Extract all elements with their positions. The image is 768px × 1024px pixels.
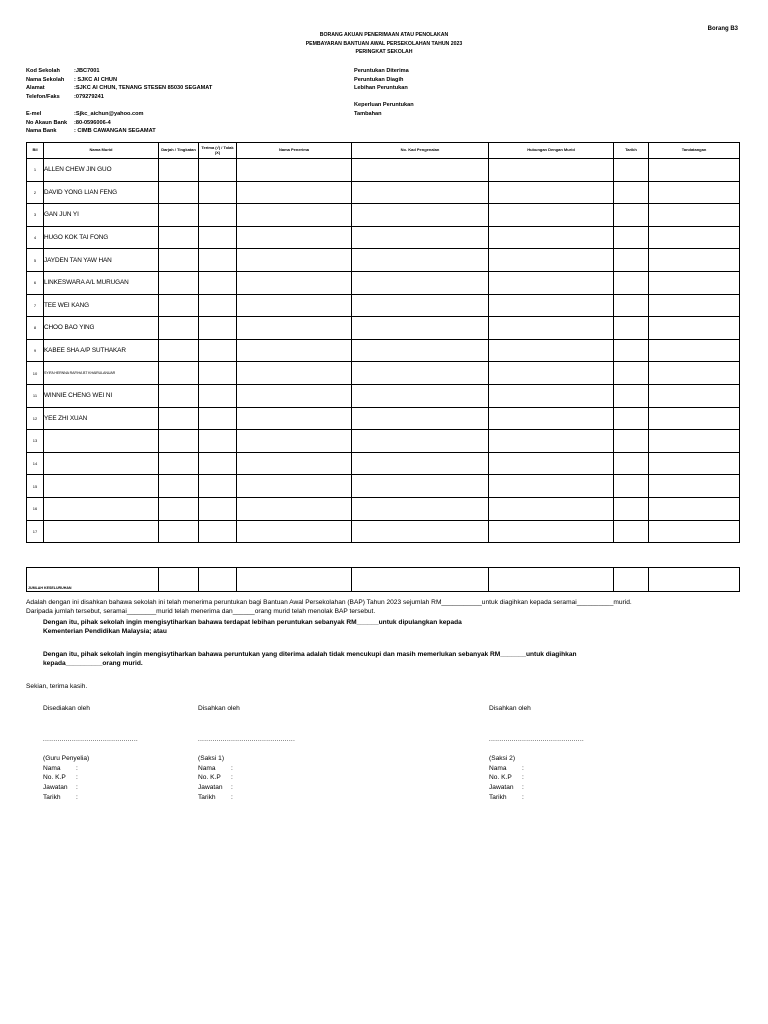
field-kp-label: No. K.P bbox=[489, 774, 512, 782]
tarikh-cell[interactable] bbox=[614, 181, 649, 204]
signature-block-saksi-2 bbox=[489, 704, 584, 802]
field-kp-label: No. K.P bbox=[43, 774, 66, 782]
nama-penerima-cell[interactable] bbox=[237, 475, 352, 498]
allocation-need: Keperluan Peruntukan bbox=[354, 102, 414, 108]
no-kp-cell[interactable] bbox=[352, 181, 489, 204]
darjah-cell[interactable] bbox=[159, 181, 199, 204]
student-name-cell: CHOO BAO YING bbox=[44, 317, 159, 340]
hubungan-cell[interactable] bbox=[489, 181, 614, 204]
table-row bbox=[27, 430, 740, 453]
field-colon: : bbox=[231, 764, 233, 772]
no-kp-cell[interactable] bbox=[352, 226, 489, 249]
darjah-cell[interactable] bbox=[159, 271, 199, 294]
student-table bbox=[26, 142, 740, 543]
nama-penerima-cell[interactable] bbox=[237, 204, 352, 227]
student-name-cell: KABEE SHA A/P SUTHAKAR bbox=[44, 339, 159, 362]
field-jawatan-label: Jawatan bbox=[43, 783, 68, 791]
hubungan-cell[interactable] bbox=[489, 452, 614, 475]
row-number: 13 bbox=[27, 430, 44, 453]
hubungan-cell[interactable] bbox=[489, 384, 614, 407]
no-kp-cell[interactable] bbox=[352, 317, 489, 340]
form-title bbox=[0, 31, 768, 57]
total-cell[interactable] bbox=[489, 568, 614, 592]
tarikh-cell[interactable] bbox=[614, 430, 649, 453]
tandatangan-cell[interactable] bbox=[649, 407, 740, 430]
tarikh-cell[interactable] bbox=[614, 520, 649, 543]
field-colon: : bbox=[522, 774, 524, 782]
no-kp-cell[interactable] bbox=[352, 204, 489, 227]
nama-penerima-cell[interactable] bbox=[237, 317, 352, 340]
no-kp-cell[interactable] bbox=[352, 475, 489, 498]
row-number: 11 bbox=[27, 384, 44, 407]
hubungan-cell[interactable] bbox=[489, 475, 614, 498]
terima-tolak-cell[interactable] bbox=[199, 452, 237, 475]
darjah-cell[interactable] bbox=[159, 249, 199, 272]
tarikh-cell[interactable] bbox=[614, 159, 649, 182]
terima-tolak-cell[interactable] bbox=[199, 407, 237, 430]
tandatangan-cell[interactable] bbox=[649, 181, 740, 204]
student-name-cell bbox=[44, 520, 159, 543]
tandatangan-cell[interactable] bbox=[649, 362, 740, 385]
bank-value: : CIMB CAWANGAN SEGAMAT bbox=[74, 128, 156, 134]
row-number: 16 bbox=[27, 497, 44, 520]
akaun-value: :80-0596006-4 bbox=[74, 119, 111, 126]
terima-tolak-cell[interactable] bbox=[199, 204, 237, 227]
nama-sekolah-value: : SJKC AI CHUN bbox=[74, 76, 117, 83]
shortfall-line-1: Dengan itu, pihak sekolah ingin mengisytiharkan bahawa peruntukan yang diterima adalah tidak mencukupi dan masih memerlukan sebanyak RM_______untuk diagihkan bbox=[43, 651, 577, 658]
tarikh-cell[interactable] bbox=[614, 271, 649, 294]
row-number: 2 bbox=[27, 181, 44, 204]
darjah-cell[interactable] bbox=[159, 317, 199, 340]
terima-tolak-cell[interactable] bbox=[199, 159, 237, 182]
nama-penerima-cell[interactable] bbox=[237, 226, 352, 249]
email-value: :Sjkc_aichun@yahoo.com bbox=[74, 111, 144, 117]
row-number: 14 bbox=[27, 452, 44, 475]
tarikh-cell[interactable] bbox=[614, 362, 649, 385]
header-no-kp: No. Kad Pengenalan bbox=[352, 143, 489, 159]
telefon-label: Telefon/Faks bbox=[26, 93, 60, 100]
field-colon: : bbox=[231, 793, 233, 801]
darjah-cell[interactable] bbox=[159, 159, 199, 182]
signature-block-saksi-1 bbox=[198, 704, 295, 802]
hubungan-cell[interactable] bbox=[489, 159, 614, 182]
darjah-cell[interactable] bbox=[159, 497, 199, 520]
no-kp-cell[interactable] bbox=[352, 159, 489, 182]
total-table bbox=[26, 567, 740, 592]
nama-penerima-cell[interactable] bbox=[237, 294, 352, 317]
tarikh-cell[interactable] bbox=[614, 317, 649, 340]
field-colon: : bbox=[231, 774, 233, 782]
terima-tolak-cell[interactable] bbox=[199, 520, 237, 543]
bank-label: Nama Bank bbox=[26, 128, 57, 134]
table-row bbox=[27, 226, 740, 249]
telefon-value: :079279241 bbox=[74, 93, 104, 100]
table-row bbox=[27, 497, 740, 520]
darjah-cell[interactable] bbox=[159, 204, 199, 227]
table-row bbox=[27, 204, 740, 227]
surplus-line-2: Kementerian Pendidikan Malaysia; atau bbox=[43, 628, 167, 635]
field-tarikh-label: Tarikh bbox=[198, 793, 216, 801]
hubungan-cell[interactable] bbox=[489, 362, 614, 385]
nama-penerima-cell[interactable] bbox=[237, 271, 352, 294]
declaration-paragraph bbox=[26, 598, 746, 616]
table-row bbox=[27, 181, 740, 204]
tarikh-cell[interactable] bbox=[614, 204, 649, 227]
signature-line[interactable]: .............................................. bbox=[489, 736, 585, 743]
row-number: 10 bbox=[27, 362, 44, 385]
table-row bbox=[27, 407, 740, 430]
no-kp-cell[interactable] bbox=[352, 294, 489, 317]
table-row bbox=[27, 475, 740, 498]
tandatangan-cell[interactable] bbox=[649, 475, 740, 498]
student-name-cell: JAYDEN TAN YAW HAN bbox=[44, 249, 159, 272]
kod-label: Kod Sekolah bbox=[26, 68, 60, 74]
tandatangan-cell[interactable] bbox=[649, 204, 740, 227]
darjah-cell[interactable] bbox=[159, 430, 199, 453]
field-colon: : bbox=[231, 783, 233, 791]
nama-penerima-cell[interactable] bbox=[237, 339, 352, 362]
field-colon: : bbox=[76, 764, 78, 772]
kod-value: :JBC7001 bbox=[74, 68, 100, 74]
field-nama-label: Nama bbox=[198, 764, 216, 772]
terima-tolak-cell[interactable] bbox=[199, 271, 237, 294]
form-code: Borang B3 bbox=[707, 26, 738, 32]
darjah-cell[interactable] bbox=[159, 226, 199, 249]
tarikh-cell[interactable] bbox=[614, 452, 649, 475]
row-number: 15 bbox=[27, 475, 44, 498]
declaration-line-2: Daripada jumlah tersebut, seramai________murid telah menerima dan______orang murid telah menolak BAP tersebut. bbox=[26, 608, 376, 615]
darjah-cell[interactable] bbox=[159, 294, 199, 317]
hubungan-cell[interactable] bbox=[489, 226, 614, 249]
nama-penerima-cell[interactable] bbox=[237, 362, 352, 385]
row-number: 9 bbox=[27, 339, 44, 362]
header-darjah: Darjah / Tingkatan bbox=[159, 143, 199, 159]
total-cell[interactable] bbox=[352, 568, 489, 592]
tandatangan-cell[interactable] bbox=[649, 452, 740, 475]
field-tarikh-label: Tarikh bbox=[489, 793, 507, 801]
student-name-cell: SYIFA HERNNA RAFIHA BT KHAIRULANUAR bbox=[44, 362, 159, 385]
nama-penerima-cell[interactable] bbox=[237, 384, 352, 407]
no-kp-cell[interactable] bbox=[352, 520, 489, 543]
tandatangan-cell[interactable] bbox=[649, 226, 740, 249]
student-name-cell bbox=[44, 430, 159, 453]
allocation-additional: Tambahan bbox=[354, 110, 382, 117]
tandatangan-cell[interactable] bbox=[649, 271, 740, 294]
student-name-cell: HUGO KOK TAI FONG bbox=[44, 226, 159, 249]
title-line-1: BORANG AKUAN PENERIMAAN ATAU PENOLAKAN bbox=[319, 32, 449, 38]
surplus-paragraph bbox=[43, 618, 723, 636]
field-tarikh-label: Tarikh bbox=[43, 793, 61, 801]
row-number: 4 bbox=[27, 226, 44, 249]
total-cell[interactable] bbox=[159, 568, 199, 592]
signature-line[interactable]: ............................................... bbox=[198, 736, 296, 743]
shortfall-line-2: kepada__________orang murid. bbox=[43, 660, 143, 667]
student-name-cell: TEE WEI KANG bbox=[44, 294, 159, 317]
email-label: E-mel bbox=[26, 111, 42, 117]
darjah-cell[interactable] bbox=[159, 339, 199, 362]
header-terima-tolak: Terima (√) / Tolak (X) bbox=[199, 143, 237, 159]
header-nama-murid: Nama Murid bbox=[44, 143, 159, 159]
field-colon: : bbox=[522, 793, 524, 801]
header-tandatangan: Tandatangan bbox=[649, 143, 740, 159]
tarikh-cell[interactable] bbox=[614, 384, 649, 407]
terima-tolak-cell[interactable] bbox=[199, 294, 237, 317]
total-row bbox=[27, 568, 740, 592]
surplus-line-1: Dengan itu, pihak sekolah ingin mengisytiharkan bahawa terdapat lebihan peruntukan sebanyak RM______untuk dipulangkan kepada bbox=[43, 619, 462, 626]
nama-penerima-cell[interactable] bbox=[237, 181, 352, 204]
field-nama-label: Nama bbox=[43, 764, 61, 772]
table-header-row bbox=[27, 143, 740, 159]
table-row bbox=[27, 452, 740, 475]
akaun-label: No Akaun Bank bbox=[26, 119, 68, 126]
student-name-cell bbox=[44, 452, 159, 475]
no-kp-cell[interactable] bbox=[352, 430, 489, 453]
row-number: 3 bbox=[27, 204, 44, 227]
nama-penerima-cell[interactable] bbox=[237, 249, 352, 272]
hubungan-cell[interactable] bbox=[489, 430, 614, 453]
terima-tolak-cell[interactable] bbox=[199, 339, 237, 362]
field-jawatan-label: Jawatan bbox=[489, 783, 514, 791]
total-cell[interactable] bbox=[649, 568, 740, 592]
darjah-cell[interactable] bbox=[159, 384, 199, 407]
allocation-received: Peruntukan Diterima bbox=[354, 68, 409, 74]
title-line-3: PERINGKAT SEKOLAH bbox=[355, 49, 413, 55]
tandatangan-cell[interactable] bbox=[649, 249, 740, 272]
shortfall-paragraph bbox=[43, 650, 723, 668]
field-colon: : bbox=[76, 793, 78, 801]
field-nama-label: Nama bbox=[489, 764, 507, 772]
terima-tolak-cell[interactable] bbox=[199, 181, 237, 204]
title-line-2: PEMBAYARAN BANTUAN AWAL PERSEKOLAHAN TAHUN 2023 bbox=[305, 40, 463, 47]
allocation-distributed: Peruntukan Diagih bbox=[354, 76, 404, 83]
hubungan-cell[interactable] bbox=[489, 339, 614, 362]
field-jawatan-label: Jawatan bbox=[198, 783, 223, 791]
field-kp-label: No. K.P bbox=[198, 774, 221, 782]
student-name-cell bbox=[44, 497, 159, 520]
terima-tolak-cell[interactable] bbox=[199, 249, 237, 272]
table-row bbox=[27, 339, 740, 362]
field-colon: : bbox=[76, 783, 78, 791]
no-kp-cell[interactable] bbox=[352, 339, 489, 362]
signature-header: Disahkan oleh bbox=[198, 705, 240, 712]
no-kp-cell[interactable] bbox=[352, 407, 489, 430]
no-kp-cell[interactable] bbox=[352, 384, 489, 407]
darjah-cell[interactable] bbox=[159, 407, 199, 430]
hubungan-cell[interactable] bbox=[489, 249, 614, 272]
student-name-cell: LINKESWARA A/L MURUGAN bbox=[44, 271, 159, 294]
tandatangan-cell[interactable] bbox=[649, 520, 740, 543]
tarikh-cell[interactable] bbox=[614, 407, 649, 430]
student-name-cell: YEE ZHI XUAN bbox=[44, 407, 159, 430]
row-number: 7 bbox=[27, 294, 44, 317]
header-bil: Bil bbox=[27, 143, 44, 159]
table-row bbox=[27, 362, 740, 385]
terima-tolak-cell[interactable] bbox=[199, 430, 237, 453]
total-cell[interactable] bbox=[614, 568, 649, 592]
darjah-cell[interactable] bbox=[159, 475, 199, 498]
darjah-cell[interactable] bbox=[159, 520, 199, 543]
row-number: 8 bbox=[27, 317, 44, 340]
signature-role: (Saksi 1) bbox=[198, 755, 225, 763]
no-kp-cell[interactable] bbox=[352, 497, 489, 520]
student-name-cell bbox=[44, 475, 159, 498]
tandatangan-cell[interactable] bbox=[649, 497, 740, 520]
terima-tolak-cell[interactable] bbox=[199, 362, 237, 385]
alamat-label: Alamat bbox=[26, 85, 45, 91]
school-info bbox=[26, 67, 212, 101]
header-tarikh: Tarikh bbox=[614, 143, 649, 159]
table-row bbox=[27, 384, 740, 407]
allocation-surplus: Lebihan Peruntukan bbox=[354, 85, 408, 91]
terima-tolak-cell[interactable] bbox=[199, 475, 237, 498]
terima-tolak-cell[interactable] bbox=[199, 384, 237, 407]
hubungan-cell[interactable] bbox=[489, 407, 614, 430]
tandatangan-cell[interactable] bbox=[649, 384, 740, 407]
no-kp-cell[interactable] bbox=[352, 452, 489, 475]
terima-tolak-cell[interactable] bbox=[199, 317, 237, 340]
tandatangan-cell[interactable] bbox=[649, 430, 740, 453]
tarikh-cell[interactable] bbox=[614, 249, 649, 272]
nama-penerima-cell[interactable] bbox=[237, 452, 352, 475]
tarikh-cell[interactable] bbox=[614, 226, 649, 249]
signature-header: Disediakan oleh bbox=[43, 705, 90, 712]
student-name-cell: ALLEN CHEW JIN GUO bbox=[44, 159, 159, 182]
student-name-cell: GAN JUN YI bbox=[44, 204, 159, 227]
terima-tolak-cell[interactable] bbox=[199, 497, 237, 520]
total-cell[interactable] bbox=[199, 568, 237, 592]
nama-penerima-cell[interactable] bbox=[237, 520, 352, 543]
nama-penerima-cell[interactable] bbox=[237, 159, 352, 182]
signature-line[interactable]: .............................................. bbox=[43, 736, 139, 743]
darjah-cell[interactable] bbox=[159, 452, 199, 475]
field-colon: : bbox=[76, 774, 78, 782]
table-row bbox=[27, 520, 740, 543]
tandatangan-cell[interactable] bbox=[649, 159, 740, 182]
table-row bbox=[27, 271, 740, 294]
table-body bbox=[27, 159, 740, 543]
tarikh-cell[interactable] bbox=[614, 497, 649, 520]
total-cell[interactable] bbox=[237, 568, 352, 592]
row-number: 5 bbox=[27, 249, 44, 272]
declaration-line-1: Adalah dengan ini disahkan bahawa sekolah ini telah menerima peruntukan bagi Bantuan Awal Persekolahan (BAP) Tahun 2023 sejumlah RM___________untuk diagihkan kepada seramai__________murid. bbox=[26, 599, 632, 606]
row-number: 12 bbox=[27, 407, 44, 430]
hubungan-cell[interactable] bbox=[489, 520, 614, 543]
nama-penerima-cell[interactable] bbox=[237, 497, 352, 520]
no-kp-cell[interactable] bbox=[352, 271, 489, 294]
tandatangan-cell[interactable] bbox=[649, 339, 740, 362]
table-row bbox=[27, 294, 740, 317]
hubungan-cell[interactable] bbox=[489, 271, 614, 294]
tarikh-cell[interactable] bbox=[614, 294, 649, 317]
tandatangan-cell[interactable] bbox=[649, 317, 740, 340]
darjah-cell[interactable] bbox=[159, 362, 199, 385]
terima-tolak-cell[interactable] bbox=[199, 226, 237, 249]
signature-role: (Guru Penyelia) bbox=[43, 755, 90, 763]
signature-role: (Saksi 2) bbox=[489, 755, 516, 763]
tarikh-cell[interactable] bbox=[614, 475, 649, 498]
signature-header: Disahkan oleh bbox=[489, 705, 531, 712]
no-kp-cell[interactable] bbox=[352, 249, 489, 272]
alamat-value: :SJKC AI CHUN, TENANG STESEN 85030 SEGAMAT bbox=[74, 85, 213, 91]
tarikh-cell[interactable] bbox=[614, 339, 649, 362]
no-kp-cell[interactable] bbox=[352, 362, 489, 385]
field-colon: : bbox=[522, 783, 524, 791]
nama-sekolah-label: Nama Sekolah bbox=[26, 76, 65, 83]
header-nama-penerima: Nama Penerima bbox=[237, 143, 352, 159]
closing-text: Sekian, terima kasih. bbox=[26, 683, 88, 690]
tandatangan-cell[interactable] bbox=[649, 294, 740, 317]
signature-block-guru bbox=[43, 704, 138, 802]
bank-info bbox=[26, 110, 156, 136]
hubungan-cell[interactable] bbox=[489, 204, 614, 227]
student-name-cell: DAVID YONG LIAN FENG bbox=[44, 181, 159, 204]
field-colon: : bbox=[522, 764, 524, 772]
hubungan-cell[interactable] bbox=[489, 317, 614, 340]
table-row bbox=[27, 317, 740, 340]
table-row bbox=[27, 249, 740, 272]
table-row bbox=[27, 159, 740, 182]
nama-penerima-cell[interactable] bbox=[237, 430, 352, 453]
allocation-info bbox=[354, 67, 414, 118]
row-number: 6 bbox=[27, 271, 44, 294]
hubungan-cell[interactable] bbox=[489, 294, 614, 317]
row-number: 17 bbox=[27, 520, 44, 543]
nama-penerima-cell[interactable] bbox=[237, 407, 352, 430]
student-name-cell: WINNIE CHENG WEI NI bbox=[44, 384, 159, 407]
row-number: 1 bbox=[27, 159, 44, 182]
hubungan-cell[interactable] bbox=[489, 497, 614, 520]
total-label: JUMLAH KESELURUHAN bbox=[27, 568, 159, 592]
header-hubungan: Hubungan Dengan Murid bbox=[489, 143, 614, 159]
